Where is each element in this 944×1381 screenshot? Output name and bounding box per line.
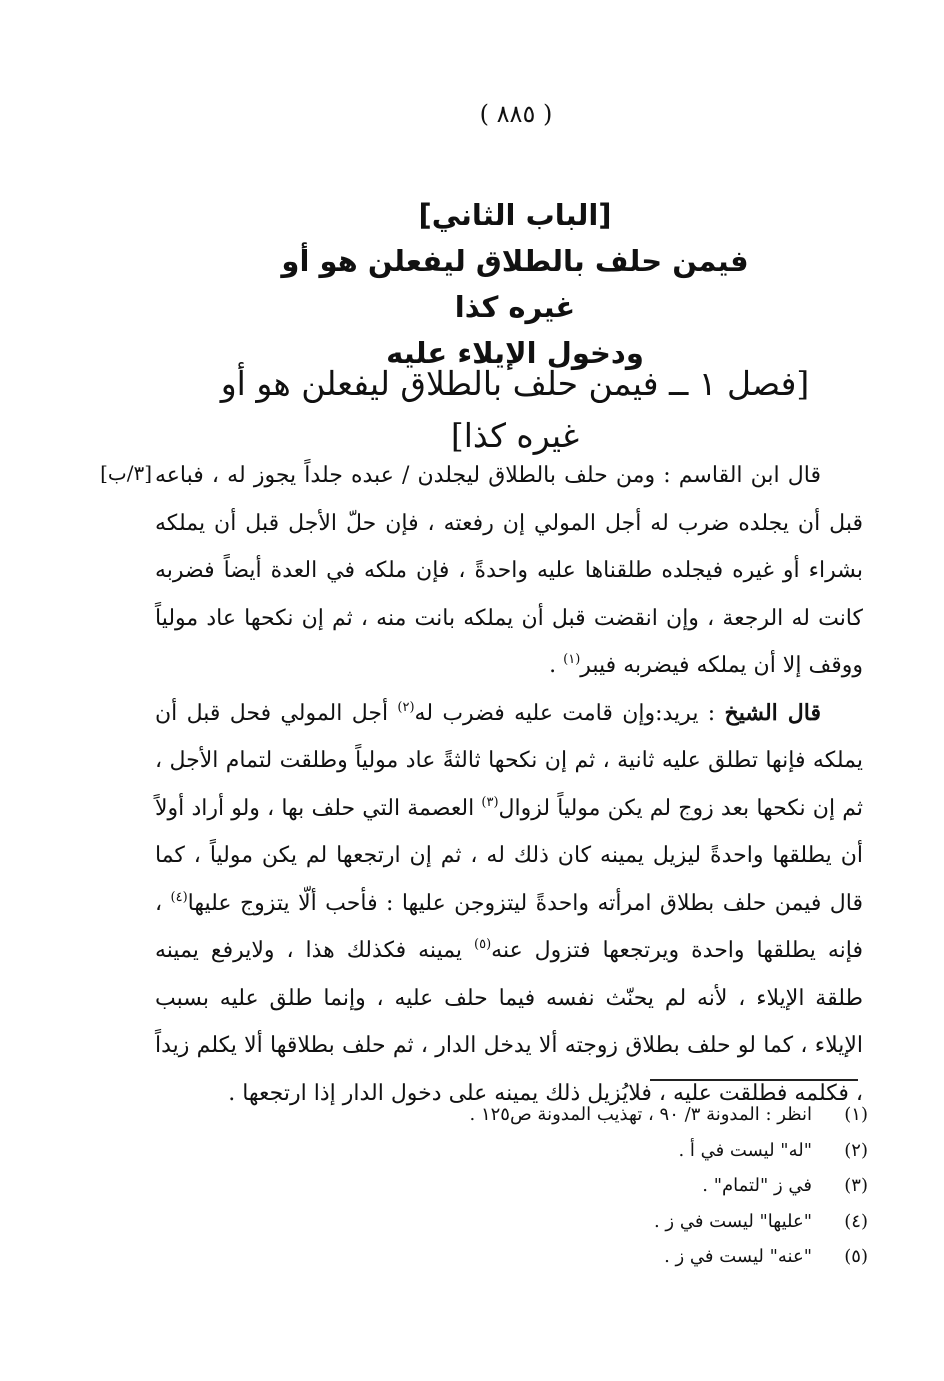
paragraph1-text: قال ابن القاسم : ومن حلف بالطلاق ليجلدن / عبده جلداً يجوز له ، فباعه قبل أن يجلده ضرب له أجل المولي إن رفعته ، فإن حلّ الأجل قبل أن يملكه بشراء أو غيره فيجلده طلقناها عليه واحدةً ، فإن ملكه في العدة أيضاً فضربه كانت له الرجعة ، وإن انقضت قبل أن يملكه بانت منه ، ثم إن نكحها عاد مولياً ووقف إلا أن يملكه فيضربه فيبر	[155, 463, 863, 678]
footnote-text: "عليها" ليست في ز .	[653, 1210, 812, 1232]
footnote-text: "له" ليست في أ .	[678, 1139, 812, 1161]
chapter-heading	[250, 192, 780, 376]
footnote-number: (٣)	[844, 1175, 868, 1196]
footnote-number: (٥)	[844, 1246, 868, 1267]
footnote-marker-3[interactable]: (٣)	[481, 794, 499, 810]
footnote-text: "عنه" ليست في ز .	[664, 1246, 812, 1267]
paragraph2-seg3: العصمة التي حلف بها ، ولو أراد أولاً أن يطلقها واحدةً ليزيل يمينه كان ذلك له ، ثم إن ارتجعها لم يكن مولياً ، كما قال فيمن حلف بطلاق امرأته واحدةً ليتزوجن عليها : فأحب ألّا يتزوج عليها	[155, 795, 863, 916]
footnote-item	[300, 1204, 868, 1240]
paragraph1-end: .	[549, 653, 564, 678]
speaker-label: قال الشيخ	[724, 699, 821, 726]
footnote-text: انظر : المدونة ٣/ ٩٠ ، تهذيب المدونة ص١٢٥ .	[469, 1104, 812, 1125]
footnote-number: (١)	[844, 1104, 868, 1125]
footnote-marker-4[interactable]: (٤)	[170, 889, 188, 905]
chapter-label: [الباب الثاني]	[418, 198, 612, 232]
footnote-item	[300, 1239, 868, 1275]
footnote-number: (٤)	[844, 1210, 868, 1232]
footnote-marker-1[interactable]: (١)	[563, 652, 581, 667]
chapter-title-line1: فيمن حلف بالطلاق ليفعلن هو أو غيره كذا	[281, 244, 749, 324]
page-number: ( ٨٨٥ )	[479, 100, 553, 128]
chapter-title-line2: ودخول الإيلاء عليه	[386, 336, 644, 370]
paragraph2-seg2: أجل المولي فحل قبل أن يملكه فإنها تطلق عليه ثانية ، ثم إن نكحها ثالثةً عاد مولياً وطلقت لتمام الأجل ، ثم إن نكحها بعد زوج لم يكن مولياً لزوال	[155, 700, 863, 821]
paragraph2-seg4: ، فإنه يطلقها واحدة ويرتجعها فتزول عنه	[155, 890, 864, 963]
footnote-number: (٢)	[844, 1139, 868, 1161]
footnote-item	[300, 1133, 868, 1169]
paragraph-sheikh	[155, 690, 863, 1118]
footnote-item	[300, 1097, 868, 1133]
footnote-marker-5[interactable]: (٥)	[474, 937, 492, 952]
footnote-text: في ز "لتمام" .	[702, 1175, 812, 1196]
footnotes	[300, 1097, 868, 1275]
main-text	[155, 452, 863, 1117]
section-title: [فصل ١ ــ فيمن حلف بالطلاق ليفعلن هو أو غيره كذا]	[220, 364, 810, 455]
paragraph2-seg1: : يريد:وإن قامت عليه فضرب له	[414, 700, 725, 726]
footnote-item	[300, 1168, 868, 1204]
footnote-marker-2[interactable]: (٢)	[397, 699, 415, 715]
paragraph2-seg5: يمينه فكذلك هذا ، ولايرفع يمينه طلقة الإيلاء ، لأنه لم يحنّث نفسه فيما حلف عليه ، وإنما طلق عليه بسبب الإيلاء ، كما لو حلف بطلاق زوجته ألا يدخل الدار ، ثم حلف بطلاقها ألا يكلم زيداً ، فكلمه فطلقت عليه ، فلايُزيل ذلك يمينه على دخول الدار إذا ارتجعها .	[155, 938, 863, 1106]
footnote-divider	[650, 1079, 858, 1081]
paragraph-ibn-alqasim	[155, 452, 863, 690]
manuscript-folio-reference: [٣/ب]	[100, 461, 152, 485]
